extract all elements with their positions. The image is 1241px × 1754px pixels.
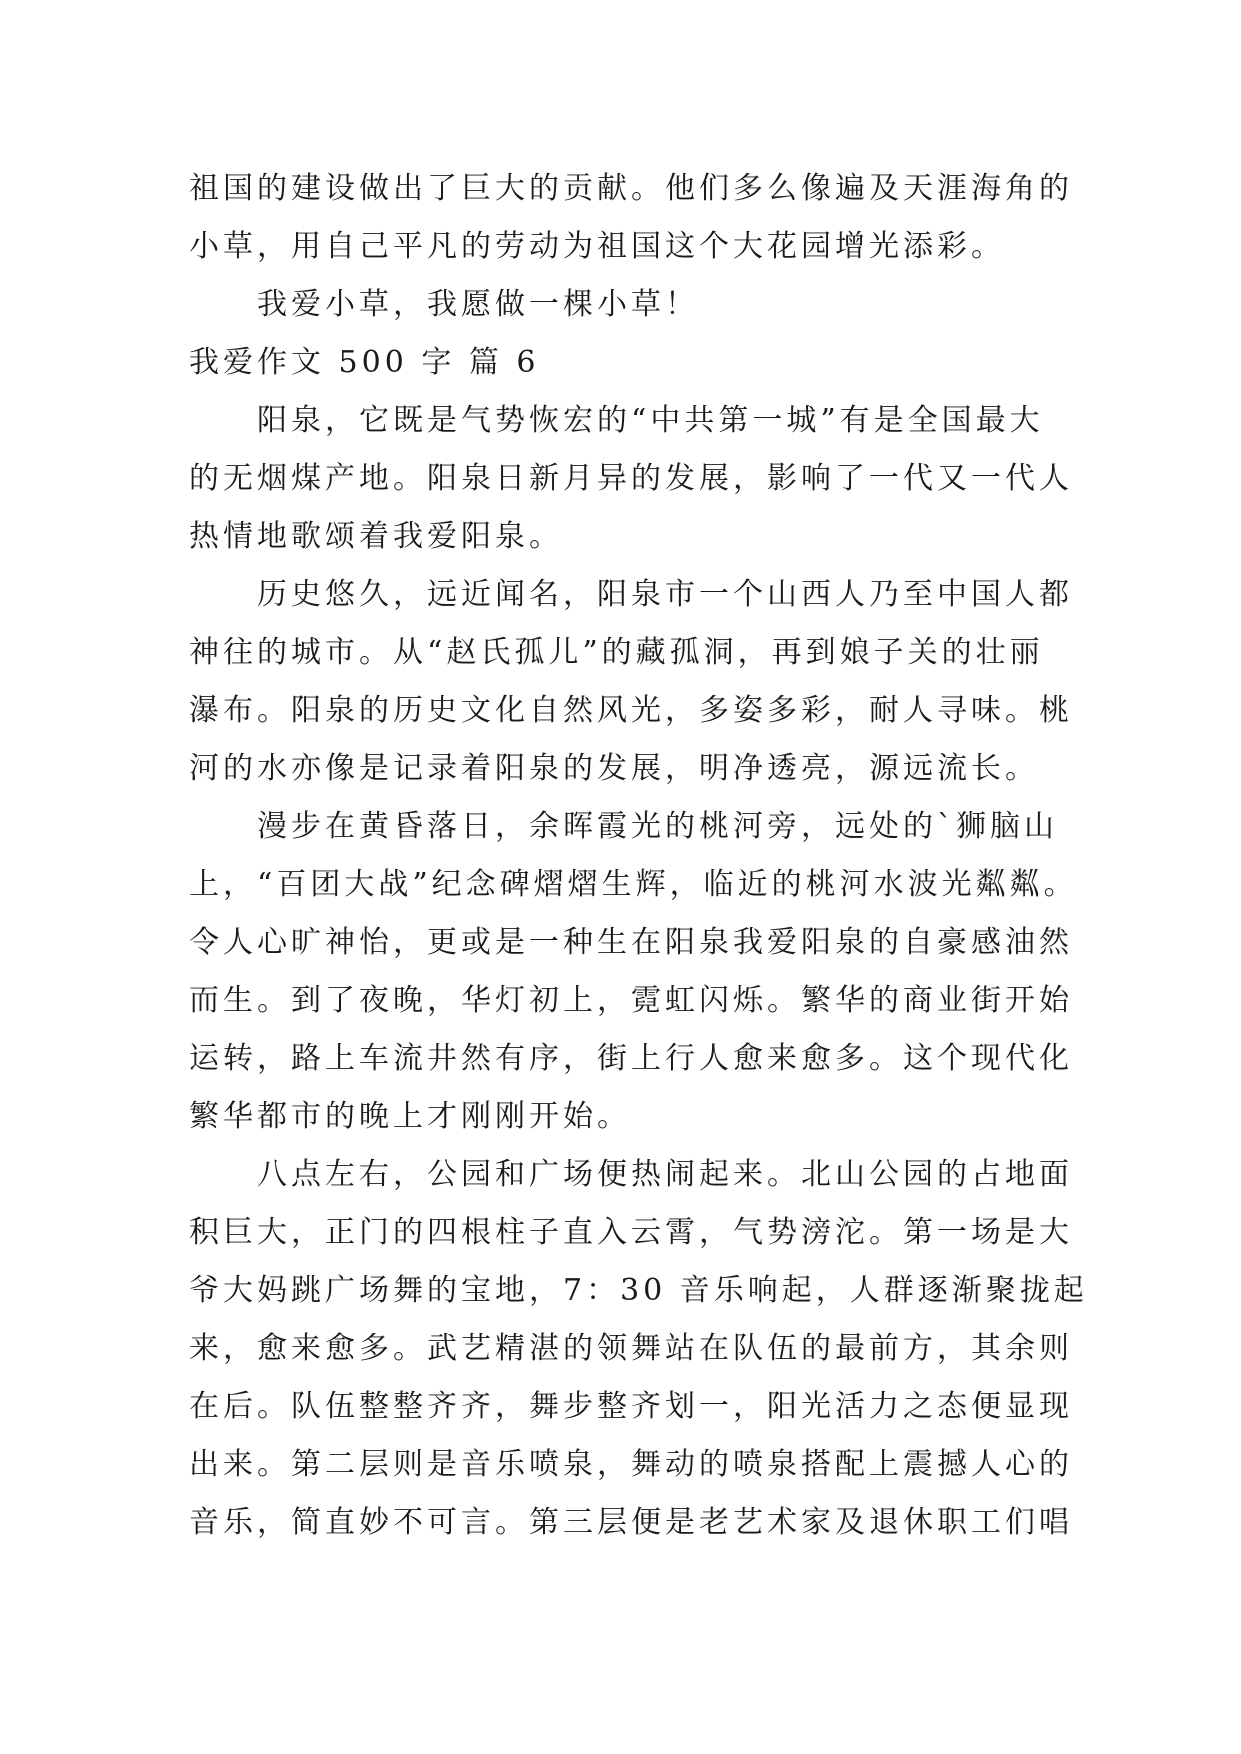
- text-line: 神往的城市。从“赵氏孤儿”的藏孤洞，再到娘子关的壮丽: [189, 635, 1044, 670]
- text-line: 阳泉，它既是气势恢宏的“中共第一城”有是全国最大: [189, 403, 1044, 438]
- text-line: 漫步在黄昏落日，余晖霞光的桃河旁，远处的`狮脑山: [189, 809, 1058, 844]
- text-line: 在后。队伍整整齐齐，舞步整齐划一，阳光活力之态便显现: [189, 1389, 1073, 1424]
- text-line: 历史悠久，远近闻名，阳泉市一个山西人乃至中国人都: [189, 577, 1073, 612]
- text-line: 来，愈来愈多。武艺精湛的领舞站在队伍的最前方，其余则: [189, 1331, 1073, 1366]
- text-line: 繁华都市的晚上才刚刚开始。: [189, 1099, 631, 1134]
- text-line: 运转，路上车流井然有序，街上行人愈来愈多。这个现代化: [189, 1041, 1073, 1076]
- text-line: 出来。第二层则是音乐喷泉，舞动的喷泉搭配上震撼人心的: [189, 1447, 1073, 1482]
- text-line: 瀑布。阳泉的历史文化自然风光，多姿多彩，耐人寻味。桃: [189, 693, 1073, 728]
- text-line: 热情地歌颂着我爱阳泉。: [189, 519, 563, 554]
- text-line: 河的水亦像是记录着阳泉的发展，明净透亮，源远流长。: [189, 751, 1039, 786]
- text-line: 祖国的建设做出了巨大的贡献。他们多么像遍及天涯海角的: [189, 171, 1073, 206]
- text-line: 上，“百团大战”纪念碑熠熠生辉，临近的桃河水波光粼粼。: [189, 867, 1078, 902]
- text-line: 爷大妈跳广场舞的宝地，7：30 音乐响起，人群逐渐聚拢起: [189, 1273, 1088, 1308]
- text-line: 积巨大，正门的四根柱子直入云霄，气势滂沱。第一场是大: [189, 1215, 1073, 1250]
- text-line: 小草，用自己平凡的劳动为祖国这个大花园增光添彩。: [189, 229, 1005, 264]
- text-line: 的无烟煤产地。阳泉日新月异的发展，影响了一代又一代人: [189, 461, 1073, 496]
- text-line: 音乐，简直妙不可言。第三层便是老艺术家及退休职工们唱: [189, 1505, 1073, 1540]
- section-heading: 我爱作文 500 字 篇 6: [189, 345, 540, 380]
- text-line: 我爱小草，我愿做一棵小草！: [189, 287, 699, 322]
- text-line: 令人心旷神怡，更或是一种生在阳泉我爱阳泉的自豪感油然: [189, 925, 1073, 960]
- document-body: [189, 160, 1088, 1552]
- text-line: 八点左右，公园和广场便热闹起来。北山公园的占地面: [189, 1157, 1073, 1192]
- text-line: 而生。到了夜晚，华灯初上，霓虹闪烁。繁华的商业街开始: [189, 983, 1073, 1018]
